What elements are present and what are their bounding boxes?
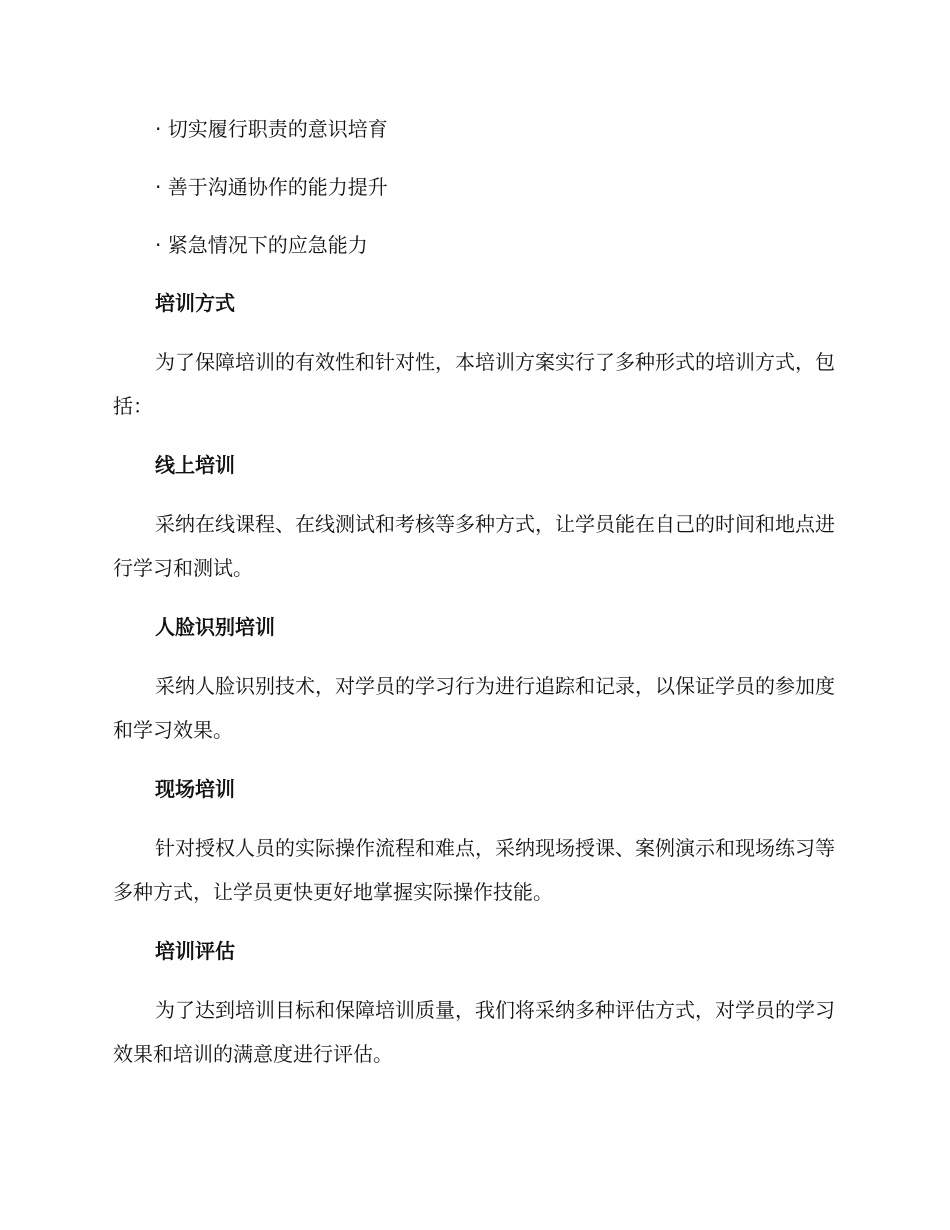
section-body-training-methods: 为了保障培训的有效性和针对性，本培训方案实行了多种形式的培训方式，包括： [113, 350, 835, 418]
section-heading-training-evaluation: 培训评估 [155, 939, 235, 963]
section-body-online-training: 采纳在线课程、在线测试和考核等多种方式，让学员能在自己的时间和地点进行学习和测试。 [113, 512, 835, 580]
section-body-training-evaluation: 为了达到培训目标和保障培训质量，我们将采纳多种评估方式，对学员的学习效果和培训的满意度进行评估。 [113, 998, 835, 1066]
section-heading-training-methods: 培训方式 [155, 291, 235, 315]
bullet-item-duty: · 切实履行职责的意识培育 [155, 117, 388, 141]
section-heading-onsite-training: 现场培训 [155, 777, 235, 801]
section-body-face-recognition-training: 采纳人脸识别技术，对学员的学习行为进行追踪和记录，以保证学员的参加度和学习效果。 [113, 674, 835, 742]
section-heading-face-recognition-training: 人脸识别培训 [155, 615, 275, 639]
bullet-item-emergency: · 紧急情况下的应急能力 [155, 233, 368, 257]
section-body-onsite-training: 针对授权人员的实际操作流程和难点，采纳现场授课、案例演示和现场练习等多种方式，让学员更快更好地掌握实际操作技能。 [113, 836, 835, 904]
bullet-item-communication: · 善于沟通协作的能力提升 [155, 175, 388, 199]
section-heading-online-training: 线上培训 [155, 453, 235, 477]
document-page [113, 108, 835, 1092]
